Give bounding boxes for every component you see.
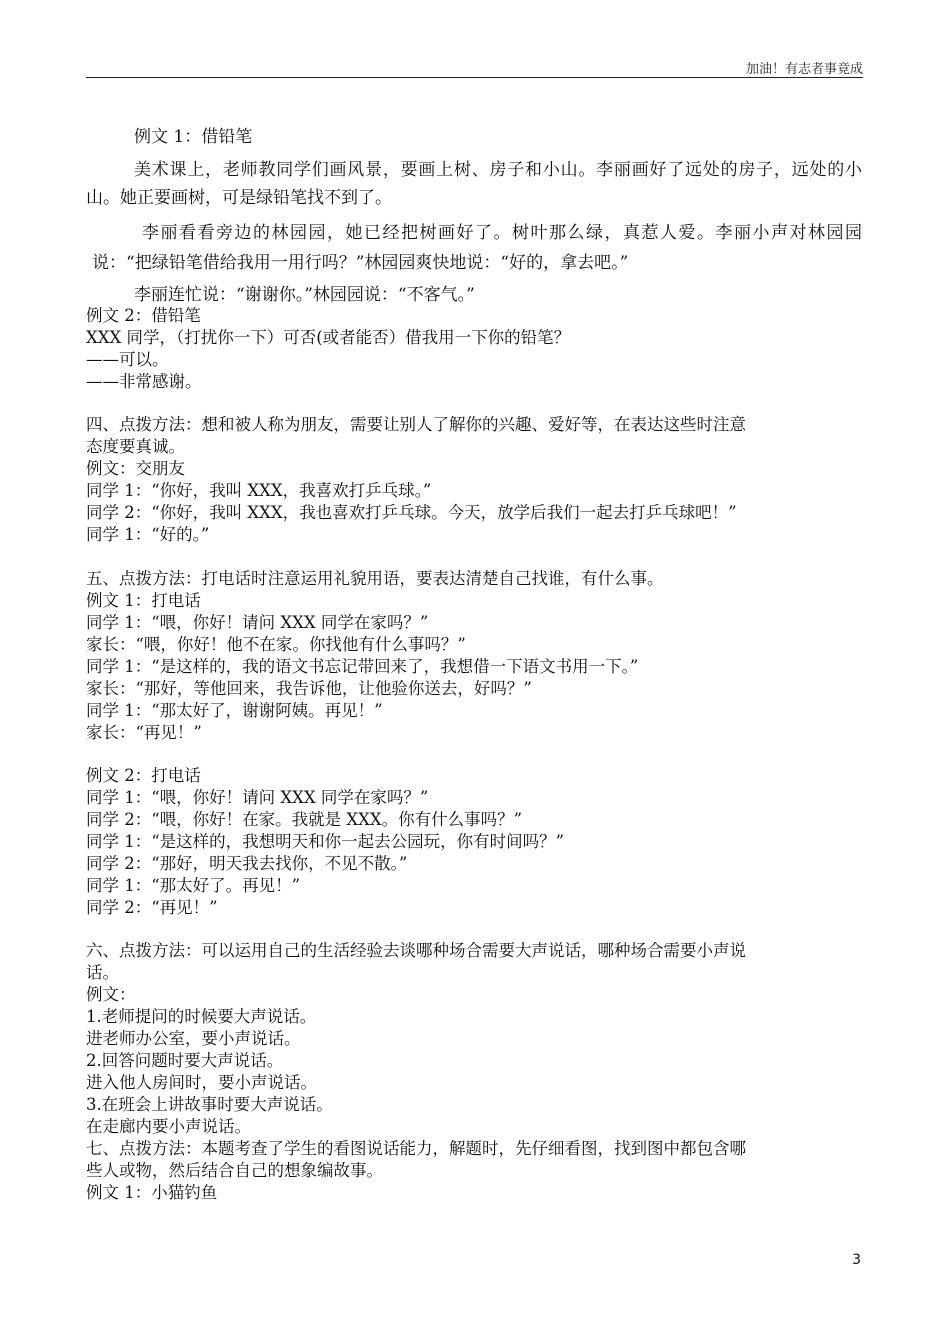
- text-line: 例文 1：打电话: [86, 591, 201, 610]
- dialogue-line: 同学 2：“那好，明天我去找你，不见不散。”: [86, 854, 408, 873]
- text-line: 例文 1：小猫钓鱼: [86, 1183, 218, 1202]
- list-item: 3.在班会上讲故事时要大声说话。: [86, 1095, 333, 1114]
- dialogue-line: 同学 1：“你好，我叫 XXX，我喜欢打乒乓球。”: [86, 481, 432, 500]
- dialogue-line: 同学 1：“是这样的，我想明天和你一起去公园玩，你有时间吗？”: [86, 832, 565, 851]
- section-4-heading: 四、点拨方法：想和被人称为朋友，需要让别人了解你的兴趣、爱好等，在表达这些时注意: [86, 415, 746, 434]
- example1-title: 例文 1：借铅笔: [134, 127, 253, 147]
- list-item: 进老师办公室，要小声说话。: [86, 1029, 301, 1048]
- text-line: XXX 同学，（打扰你一下）可否(或者能否）借我用一下你的铅笔？: [86, 328, 571, 347]
- dialogue-line: 同学 2：“喂，你好！在家。我就是 XXX。你有什么事吗？”: [86, 810, 523, 829]
- dialogue-line: 同学 2：“再见！”: [86, 898, 218, 917]
- list-item: 在走廊内要小声说话。: [86, 1117, 251, 1136]
- text-line: 话。: [86, 963, 119, 982]
- text-line: 例文：: [86, 985, 136, 1004]
- text-line: 例文：交朋友: [86, 459, 185, 478]
- list-item: 1.老师提问的时候要大声说话。: [86, 1007, 317, 1026]
- dialogue-line: 同学 1：“喂，你好！请问 XXX 同学在家吗？”: [86, 613, 429, 632]
- dialogue-line: 家长：“再见！”: [86, 723, 202, 742]
- dialogue-line: 同学 2：“你好，我叫 XXX，我也喜欢打乒乓球。今天，放学后我们一起去打乒乓球吧！”: [86, 503, 737, 522]
- list-item: 2.回答问题时要大声说话。: [86, 1051, 284, 1070]
- example1-paragraph-3: 李丽连忙说：“谢谢你。”林园园说：“不客气。”: [134, 285, 475, 305]
- dialogue-line: 同学 1：“那太好了。再见！”: [86, 876, 301, 895]
- text-line: 例文 2：打电话: [86, 766, 201, 785]
- dialogue-line: 同学 1：“喂，你好！请问 XXX 同学在家吗？”: [86, 788, 429, 807]
- example1-paragraph-2: 李丽看看旁边的林园园，她已经把树画好了。树叶那么绿，真惹人爱。李丽小声对林园园说：“把绿铅笔借给我用一用行吗？”林园园爽快地说：“好的，拿去吧。”: [92, 223, 862, 273]
- header-divider: [86, 77, 863, 78]
- dialogue-line: 家长：“那好，等他回来，我告诉他，让他验你送去，好吗？”: [86, 679, 532, 698]
- section-6-heading: 六、点拨方法：可以运用自己的生活经验去谈哪种场合需要大声说话，哪种场合需要小声说: [86, 941, 746, 960]
- example2-title: 例文 2：借铅笔: [86, 306, 201, 325]
- text-line: 态度要真诚。: [86, 437, 185, 456]
- section-5-heading: 五、点拨方法：打电话时注意运用礼貌用语，要表达清楚自己找谁，有什么事。: [86, 569, 664, 588]
- list-item: 进入他人房间时，要小声说话。: [86, 1073, 317, 1092]
- example1-paragraph-1: 美术课上，老师教同学们画风景，要画上树、房子和小山。李丽画好了远处的房子，远处的小山。她正要画树，可是绿铅笔找不到了。: [86, 160, 862, 208]
- dialogue-line: 同学 1：“是这样的，我的语文书忘记带回来了，我想借一下语文书用一下。”: [86, 657, 639, 676]
- dialogue-line: 家长：“喂，你好！他不在家。你找他有什么事吗？”: [86, 635, 466, 654]
- page-number: 3: [852, 1252, 861, 1268]
- text-line: ——可以。: [86, 350, 169, 369]
- text-line: 些人或物，然后结合自己的想象编故事。: [86, 1161, 383, 1180]
- dialogue-line: 同学 1：“那太好了，谢谢阿姨。再见！”: [86, 701, 383, 720]
- dialogue-line: 同学 1：“好的。”: [86, 525, 210, 544]
- section-7-heading: 七、点拨方法：本题考查了学生的看图说话能力，解题时，先仔细看图，找到图中都包含哪: [86, 1139, 746, 1158]
- header-motto: 加油！有志者事竟成: [745, 62, 863, 77]
- text-line: ——非常感谢。: [86, 372, 202, 391]
